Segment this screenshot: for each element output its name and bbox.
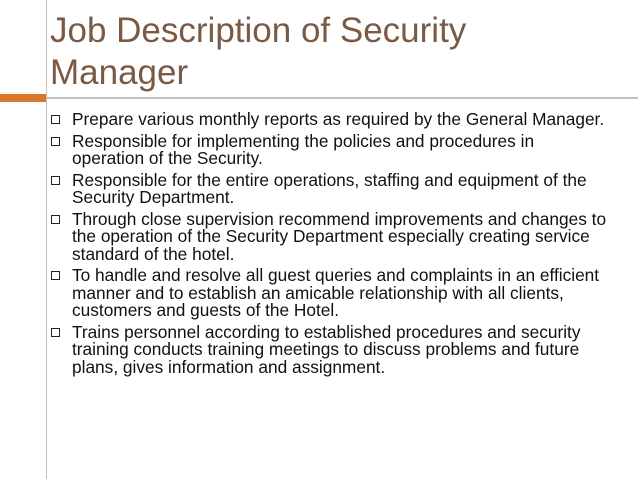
bullet-item (50, 267, 610, 320)
square-bullet-icon (51, 271, 60, 280)
bullet-text: Trains personnel according to established procedures and security training conducts training meetings to discuss problems and future plans, gives information and assignment. (72, 321, 581, 377)
bullet-list (50, 111, 610, 380)
square-bullet-icon (51, 215, 60, 224)
accent-bar (0, 94, 46, 102)
slide-title: Job Description of Security Manager (50, 11, 467, 92)
bullet-item (50, 208, 610, 264)
square-bullet-icon (51, 115, 60, 124)
square-bullet-icon (51, 328, 60, 337)
bullet-item (50, 169, 610, 207)
vertical-rule (46, 0, 47, 479)
square-bullet-icon (51, 137, 60, 146)
square-bullet-icon (51, 176, 60, 185)
bullet-text: To handle and resolve all guest queries and complaints in an efficient manner and to establish an amicable relationship with all clients, customers and guests of the Hotel. (72, 265, 600, 320)
bullet-text: Prepare various monthly reports as required by the General Manager. (72, 109, 605, 129)
bullet-item (50, 130, 610, 168)
bullet-text: Responsible for implementing the policies and procedures in operation of the Security. (72, 130, 535, 168)
title-divider (46, 97, 638, 99)
bullet-item (50, 321, 610, 377)
bullet-text: Responsible for the entire operations, staffing and equipment of the Security Department. (72, 169, 587, 207)
bullet-item (50, 111, 610, 129)
bullet-text: Through close supervision recommend improvements and changes to the operation of the Security Department especially creating service standard of the hotel. (72, 208, 607, 264)
